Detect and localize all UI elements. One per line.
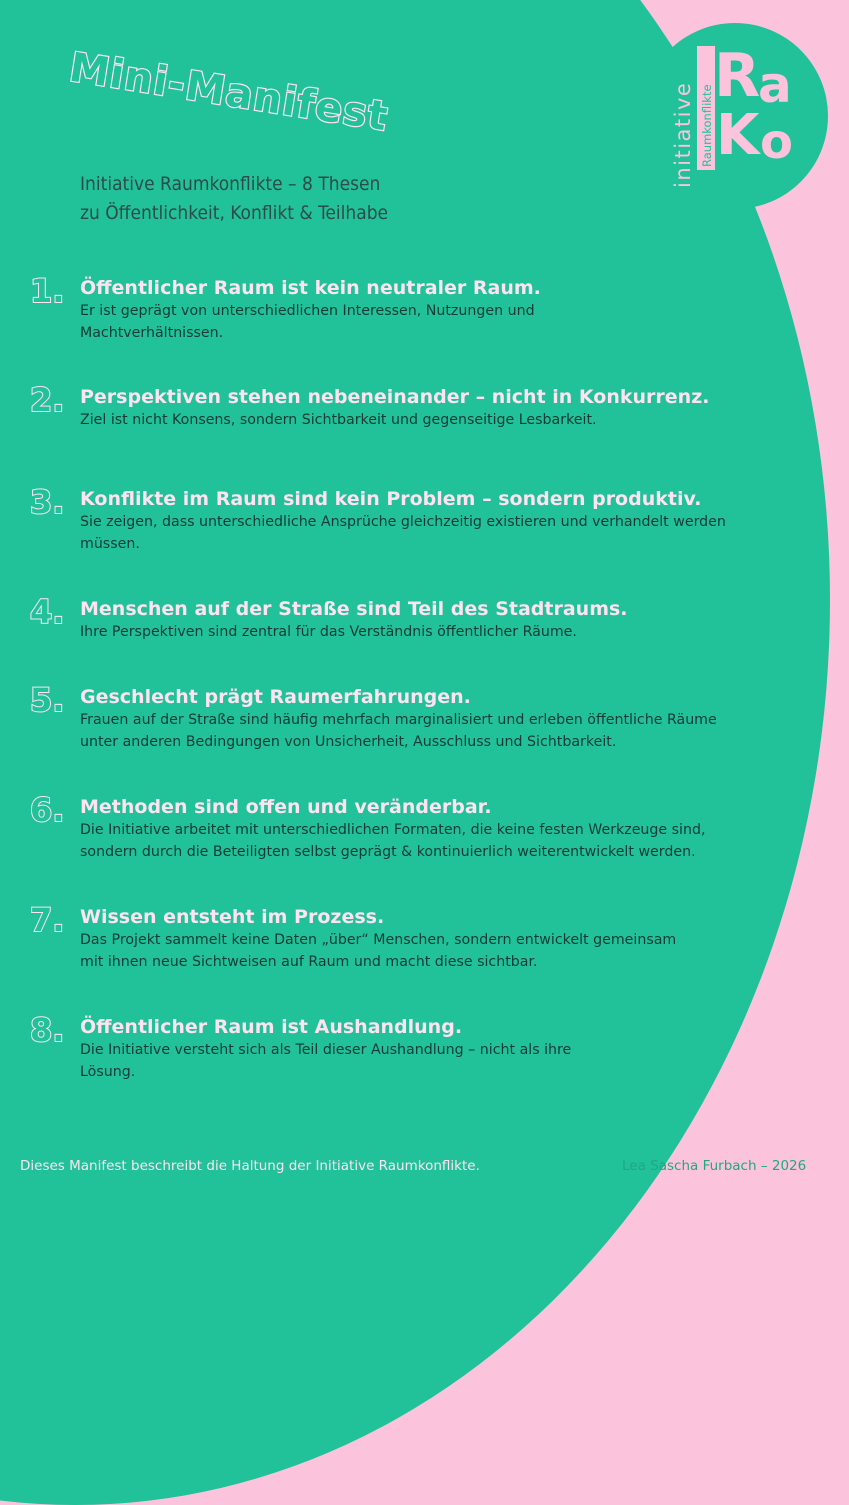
svg-text:1.: 1. [30,272,65,310]
subtitle [80,170,388,228]
thesis-title: Methoden sind offen und veränderbar. [80,796,492,818]
title-text: Mini-Manifest [66,44,392,141]
footer-author: Lea Sascha Furbach – 2026 [622,1158,807,1174]
thesis-text [80,300,770,344]
logo-letter-o: o [760,114,793,170]
thesis-text-line-2: mit ihnen neue Sichtweisen auf Raum und macht diese sichtbar. [80,954,538,970]
logo-initiative-text: initiative [671,81,695,188]
thesis-text-line-2: müssen. [80,536,140,552]
svg-text:7.: 7. [30,901,65,939]
thesis-text [80,929,770,973]
thesis-text-line-1: Das Projekt sammelt keine Daten „über“ Menschen, sondern entwickelt gemeinsam [80,932,677,948]
thesis-text [80,1039,770,1083]
thesis-text-line-1: Ihre Perspektiven sind zentral für das Verständnis öffentlicher Räume. [80,624,577,640]
logo-raumkonflikte-text: Raumkonflikte [700,84,714,167]
thesis-number [26,787,80,833]
thesis-number [26,1007,80,1053]
thesis-text [80,621,770,643]
thesis-text [80,819,770,863]
logo-letter-r: R [714,41,761,111]
thesis-title: Geschlecht prägt Raumerfahrungen. [80,686,471,708]
thesis-text [80,511,770,555]
thesis-text-line-1: Frauen auf der Straße sind häufig mehrfach marginalisiert und erleben öffentliche Räume [80,712,717,728]
logo-letter-k: K [716,103,760,168]
svg-text:6.: 6. [30,791,65,829]
logo-letter-a: a [758,56,792,114]
svg-text:4.: 4. [30,593,65,631]
subtitle-line-1: Initiative Raumkonflikte – 8 Thesen [80,173,381,195]
thesis-title: Öffentlicher Raum ist Aushandlung. [80,1016,463,1038]
thesis-title: Wissen entsteht im Prozess. [80,906,385,928]
manifest-title [60,44,430,141]
thesis-title: Öffentlicher Raum ist kein neutraler Raum. [80,277,541,299]
thesis-text-line-2: sondern durch die Beteiligten selbst geprägt & kontinuierlich weiterentwickelt werden. [80,844,696,860]
thesis-text [80,409,770,431]
svg-text:2.: 2. [30,381,65,419]
thesis-number [26,268,80,314]
thesis-text-line-2: Lösung. [80,1064,136,1080]
thesis-number [26,897,80,943]
thesis-text-line-2: unter anderen Bedingungen von Unsicherheit, Ausschluss und Sichtbarkeit. [80,734,617,750]
thesis-text-line-2: Machtverhältnissen. [80,325,224,341]
svg-text:5.: 5. [30,681,65,719]
thesis-text-line-1: Sie zeigen, dass unterschiedliche Ansprüche gleichzeitig existieren und verhandelt werden [80,514,726,530]
svg-text:3.: 3. [30,483,65,521]
footer-statement: Dieses Manifest beschreibt die Haltung der Initiative Raumkonflikte. [20,1158,480,1174]
thesis-text-line-1: Die Initiative arbeitet mit unterschiedlichen Formaten, die keine festen Werkzeuge sind, [80,822,706,838]
thesis-number [26,479,80,525]
thesis-number [26,377,80,423]
thesis-number [26,677,80,723]
thesis-text-line-1: Die Initiative versteht sich als Teil dieser Aushandlung – nicht als ihre [80,1042,572,1058]
thesis-title: Menschen auf der Straße sind Teil des Stadtraums. [80,598,628,620]
thesis-text-line-1: Er ist geprägt von unterschiedlichen Interessen, Nutzungen und [80,303,535,319]
thesis-text-line-1: Ziel ist nicht Konsens, sondern Sichtbarkeit und gegenseitige Lesbarkeit. [80,412,597,428]
thesis-title: Perspektiven stehen nebeneinander – nicht in Konkurrenz. [80,386,710,408]
thesis-title: Konflikte im Raum sind kein Problem – sondern produktiv. [80,488,702,510]
thesis-number [26,589,80,635]
thesis-text [80,709,770,753]
svg-text:8.: 8. [30,1011,65,1049]
subtitle-line-2: zu Öffentlichkeit, Konflikt & Teilhabe [80,202,389,224]
